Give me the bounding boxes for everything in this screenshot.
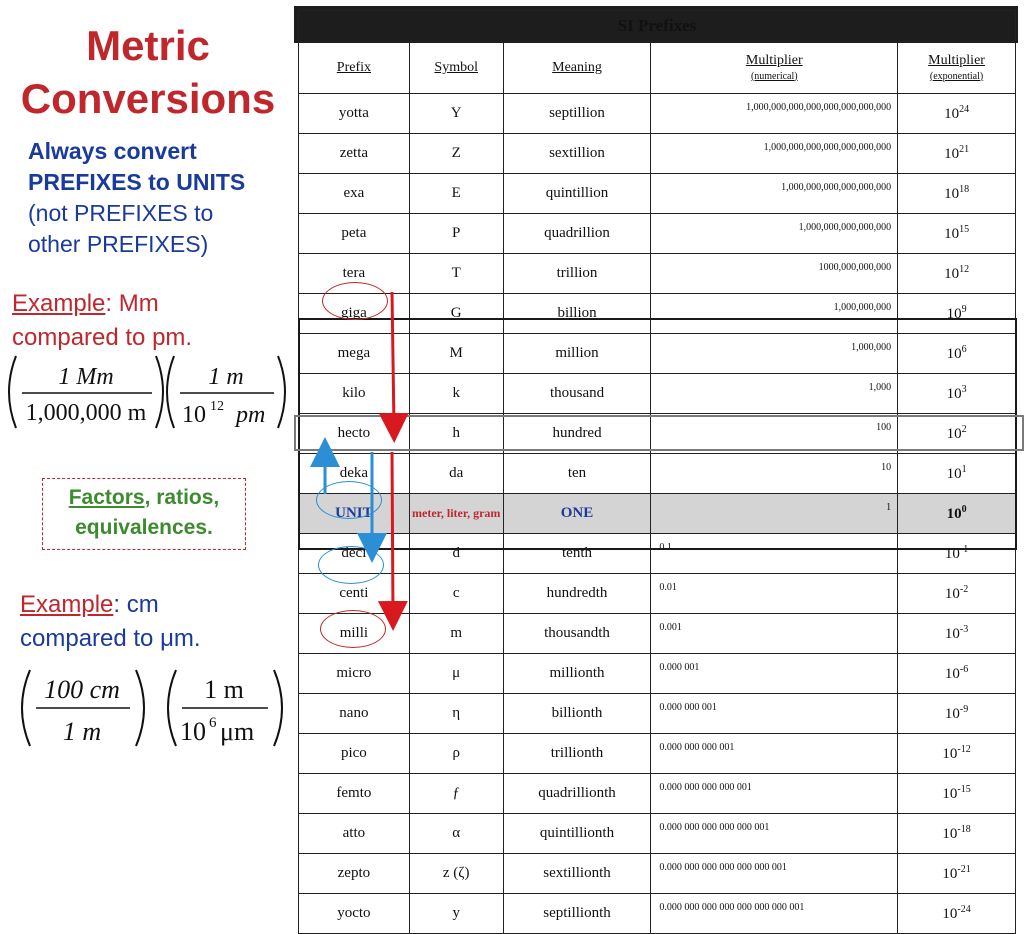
cell-meaning: tenth	[503, 534, 651, 574]
exp-power: 0	[961, 504, 967, 515]
exp-base: 10	[944, 586, 960, 602]
exp-base: 10	[946, 466, 962, 482]
table-row	[299, 214, 1016, 254]
cell-prefix: kilo	[299, 374, 410, 414]
exp-base: 10	[942, 786, 958, 802]
cell-symbol: α	[409, 814, 503, 854]
eq2-num2: 1 m	[204, 675, 244, 704]
note-bold-1: Always convert	[28, 138, 197, 164]
exp-power: 15	[959, 224, 970, 235]
table-row	[299, 94, 1016, 134]
cell-prefix: deka	[299, 454, 410, 494]
cell-exponential	[898, 694, 1016, 734]
cell-numerical: 0.1	[651, 534, 898, 574]
exp-power: 24	[959, 104, 970, 115]
cell-numerical: 1,000	[651, 374, 898, 414]
cell-meaning: thousandth	[503, 614, 651, 654]
cell-symbol: y	[409, 894, 503, 934]
table-row	[299, 174, 1016, 214]
cell-prefix: peta	[299, 214, 410, 254]
eq1-num2: 1 m	[208, 364, 244, 390]
cell-symbol: ρ	[409, 734, 503, 774]
table-row	[299, 534, 1016, 574]
exp-power: -15	[957, 784, 971, 795]
eq2-den2-base: 10	[180, 717, 206, 746]
table-row	[299, 894, 1016, 934]
table-row	[299, 454, 1016, 494]
exp-power: -18	[957, 824, 971, 835]
cell-exponential	[898, 374, 1016, 414]
exp-power: -1	[959, 544, 969, 555]
cell-exponential	[898, 614, 1016, 654]
cell-exponential	[898, 894, 1016, 934]
cell-prefix: yotta	[299, 94, 410, 134]
cell-numerical: 0.000 001	[651, 654, 898, 694]
cell-numerical: 10	[651, 454, 898, 494]
cell-numerical: 1,000,000	[651, 334, 898, 374]
cell-prefix: giga	[299, 294, 410, 334]
example-1	[12, 287, 297, 354]
exp-power: -3	[959, 624, 969, 635]
table-row	[299, 574, 1016, 614]
eq2-den2-unit: μm	[220, 717, 255, 746]
title-line-1: Metric	[86, 22, 210, 69]
exp-base: 10	[946, 426, 962, 442]
eq1-den2-base: 10	[182, 402, 206, 428]
cell-meaning: million	[503, 334, 651, 374]
cell-symbol: Y	[409, 94, 503, 134]
cell-numerical: 0.01	[651, 574, 898, 614]
cell-prefix: exa	[299, 174, 410, 214]
exp-power: -6	[959, 664, 969, 675]
exp-base: 10	[942, 746, 958, 762]
cell-meaning: billion	[503, 294, 651, 334]
exp-base: 10	[944, 106, 960, 122]
cell-meaning: quintillionth	[503, 814, 651, 854]
cell-symbol: da	[409, 454, 503, 494]
conversion-rule-note	[28, 136, 290, 260]
header-multiplier-exponential	[898, 42, 1016, 94]
eq2-den2-exp: 6	[209, 715, 217, 731]
eq1-num1: 1 Mm	[58, 364, 114, 390]
cell-exponential	[898, 134, 1016, 174]
eq2-num1: 100 cm	[44, 675, 120, 704]
cell-symbol: T	[409, 254, 503, 294]
exp-power: 6	[961, 344, 967, 355]
cell-prefix: tera	[299, 254, 410, 294]
header-multiplier-numerical-sub: (numerical)	[750, 70, 798, 82]
example-2-line-2: compared to μm.	[20, 624, 201, 652]
example-2-lead: Example	[20, 591, 114, 618]
table-title: SI Prefixes	[299, 11, 1016, 42]
cell-exponential	[898, 334, 1016, 374]
exp-base: 10	[944, 226, 960, 242]
cell-meaning: septillion	[503, 94, 651, 134]
slide-title	[0, 20, 296, 125]
table-row	[299, 334, 1016, 374]
table-row	[299, 814, 1016, 854]
cell-numerical: 0.000 000 000 000 001	[651, 774, 898, 814]
exp-base: 10	[944, 666, 960, 682]
cell-meaning: ONE	[503, 494, 651, 534]
factors-line-2: equivalences.	[75, 516, 213, 540]
header-multiplier-numerical-label: Multiplier	[745, 53, 803, 69]
cell-numerical: 0.000 000 000 001	[651, 734, 898, 774]
cell-numerical: 1,000,000,000	[651, 294, 898, 334]
cell-prefix: milli	[299, 614, 410, 654]
cell-meaning: billionth	[503, 694, 651, 734]
cell-prefix: yocto	[299, 894, 410, 934]
header-meaning: Meaning	[503, 42, 651, 94]
cell-exponential	[898, 174, 1016, 214]
example-2-rest: : cm	[113, 591, 159, 618]
exp-base: 10	[942, 866, 958, 882]
table-row	[299, 134, 1016, 174]
eq1-den1: 1,000,000 m	[25, 400, 147, 426]
unit-row	[299, 494, 1016, 534]
cell-prefix: centi	[299, 574, 410, 614]
cell-symbol: E	[409, 174, 503, 214]
header-prefix: Prefix	[299, 42, 410, 94]
cell-numerical: 1	[651, 494, 898, 534]
cell-meaning: quadrillion	[503, 214, 651, 254]
exp-base: 10	[944, 546, 960, 562]
exp-power: -12	[957, 744, 971, 755]
cell-numerical: 1,000,000,000,000,000,000,000,000	[651, 94, 898, 134]
eq2-den1: 1 m	[62, 717, 102, 746]
cell-meaning: hundredth	[503, 574, 651, 614]
cell-symbol: m	[409, 614, 503, 654]
cell-exponential	[898, 454, 1016, 494]
cell-prefix: hecto	[299, 414, 410, 454]
table-row	[299, 854, 1016, 894]
note-line-4: other PREFIXES)	[28, 231, 209, 258]
cell-meaning: quintillion	[503, 174, 651, 214]
title-line-2: Conversions	[20, 74, 276, 122]
cell-symbol: G	[409, 294, 503, 334]
table-row	[299, 654, 1016, 694]
header-multiplier-exponential-sub: (exponential)	[929, 70, 984, 82]
eq1-den2-unit: pm	[236, 402, 266, 428]
cell-prefix: micro	[299, 654, 410, 694]
cell-symbol: k	[409, 374, 503, 414]
cell-meaning: septillionth	[503, 894, 651, 934]
exp-power: -2	[959, 584, 969, 595]
cell-prefix: mega	[299, 334, 410, 374]
exp-power: 1	[961, 464, 967, 475]
cell-meaning: ten	[503, 454, 651, 494]
cell-exponential	[898, 494, 1016, 534]
factors-underlined: Factors	[68, 486, 145, 509]
header-multiplier-numerical	[651, 42, 898, 94]
exp-base: 10	[944, 186, 960, 202]
cell-exponential	[898, 854, 1016, 894]
exp-power: 3	[961, 384, 967, 395]
cell-symbol: meter, liter, gram	[409, 494, 503, 534]
exp-base: 10	[946, 306, 962, 322]
cell-numerical: 1,000,000,000,000,000,000,000	[651, 134, 898, 174]
exp-base: 10	[942, 826, 958, 842]
exp-base: 10	[944, 626, 960, 642]
cell-symbol: ƒ	[409, 774, 503, 814]
cell-exponential	[898, 254, 1016, 294]
eq1-den2-exp: 12	[210, 399, 224, 414]
cell-symbol: η	[409, 694, 503, 734]
table-row	[299, 614, 1016, 654]
table-row	[299, 294, 1016, 334]
cell-meaning: sextillionth	[503, 854, 651, 894]
cell-prefix: deci	[299, 534, 410, 574]
cell-meaning: thousand	[503, 374, 651, 414]
header-multiplier-exponential-label: Multiplier	[928, 53, 985, 69]
header-symbol: Symbol	[409, 42, 503, 94]
exp-base: 10	[946, 386, 962, 402]
table-title-row	[299, 11, 1016, 42]
cell-numerical: 100	[651, 414, 898, 454]
cell-exponential	[898, 534, 1016, 574]
exp-base: 10	[944, 146, 960, 162]
cell-exponential	[898, 214, 1016, 254]
table-row	[299, 414, 1016, 454]
cell-exponential	[898, 774, 1016, 814]
table-row	[299, 774, 1016, 814]
cell-prefix: atto	[299, 814, 410, 854]
cell-meaning: hundred	[503, 414, 651, 454]
cell-numerical: 0.000 000 001	[651, 694, 898, 734]
table-header-row	[299, 42, 1016, 94]
exp-base: 10	[944, 266, 960, 282]
cell-numerical: 1000,000,000,000	[651, 254, 898, 294]
exp-power: 21	[959, 144, 970, 155]
cell-numerical: 0.001	[651, 614, 898, 654]
exp-base: 10	[946, 346, 962, 362]
exp-power: 9	[961, 304, 967, 315]
cell-numerical: 1,000,000,000,000,000	[651, 214, 898, 254]
cell-meaning: trillionth	[503, 734, 651, 774]
cell-symbol: M	[409, 334, 503, 374]
cell-prefix: zepto	[299, 854, 410, 894]
si-prefixes-table	[298, 10, 1016, 934]
example-1-rest: : Mm	[105, 290, 159, 317]
cell-exponential	[898, 94, 1016, 134]
cell-meaning: sextillion	[503, 134, 651, 174]
cell-exponential	[898, 294, 1016, 334]
cell-symbol: μ	[409, 654, 503, 694]
note-line-3: (not PREFIXES to	[28, 200, 214, 227]
exp-power: 18	[959, 184, 970, 195]
cell-meaning: millionth	[503, 654, 651, 694]
cell-prefix: zetta	[299, 134, 410, 174]
cell-numerical: 1,000,000,000,000,000,000	[651, 174, 898, 214]
exp-base: 10	[946, 506, 962, 522]
cell-prefix: UNIT	[299, 494, 410, 534]
exp-base: 10	[944, 706, 960, 722]
exp-power: -24	[957, 904, 971, 915]
example-2	[20, 588, 305, 655]
example-1-lead: Example	[12, 290, 106, 317]
cell-exponential	[898, 654, 1016, 694]
cell-symbol: h	[409, 414, 503, 454]
cell-meaning: quadrillionth	[503, 774, 651, 814]
factors-rest: , ratios,	[144, 486, 220, 509]
exp-power: 2	[961, 424, 967, 435]
cell-exponential	[898, 574, 1016, 614]
exp-base: 10	[942, 906, 958, 922]
cell-symbol: c	[409, 574, 503, 614]
cell-exponential	[898, 414, 1016, 454]
cell-exponential	[898, 814, 1016, 854]
exp-power: 12	[959, 264, 970, 275]
cell-prefix: pico	[299, 734, 410, 774]
exp-power: -9	[959, 704, 969, 715]
cell-meaning: trillion	[503, 254, 651, 294]
note-bold-2: PREFIXES to UNITS	[28, 169, 246, 196]
cell-numerical: 0.000 000 000 000 000 000 000 001	[651, 894, 898, 934]
table-row	[299, 374, 1016, 414]
cell-symbol: P	[409, 214, 503, 254]
exp-power: -21	[957, 864, 971, 875]
cell-prefix: nano	[299, 694, 410, 734]
table-row	[299, 254, 1016, 294]
cell-symbol: d	[409, 534, 503, 574]
table-row	[299, 694, 1016, 734]
example-1-line-2: compared to pm.	[12, 323, 193, 351]
cell-prefix: femto	[299, 774, 410, 814]
cell-numerical: 0.000 000 000 000 000 000 001	[651, 854, 898, 894]
cell-symbol: z (ζ)	[409, 854, 503, 894]
cell-numerical: 0.000 000 000 000 000 001	[651, 814, 898, 854]
cell-symbol: Z	[409, 134, 503, 174]
factors-note-box	[42, 478, 246, 550]
